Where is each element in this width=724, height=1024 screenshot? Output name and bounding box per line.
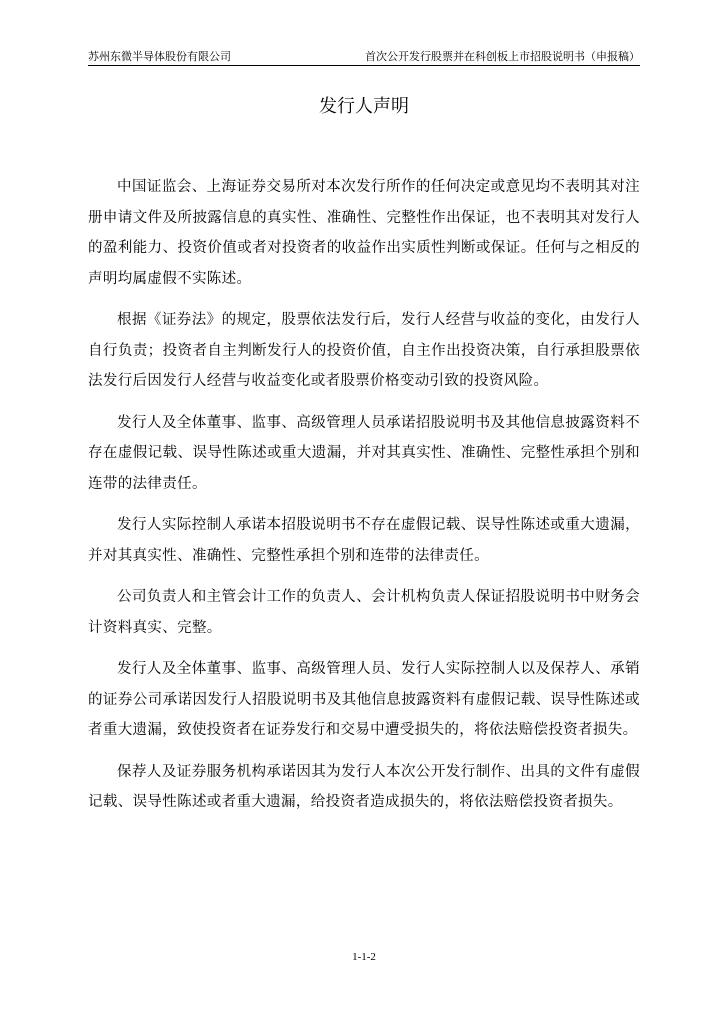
paragraph-regulator-disclaimer: 中国证监会、上海证券交易所对本次发行所作的任何决定或意见均不表明其对注册申请文件及所披露信息的真实性、准确性、完整性作出保证，也不表明其对发行人的盈利能力、投资价值或者对投资者的收益作出实质性判断或保证。任何与之相反的声明均属虚假不实陈述。 xyxy=(88,179,640,287)
paragraph-compensation-commitment: 发行人及全体董事、监事、高级管理人员、发行人实际控制人以及保荐人、承销的证券公司承诺因发行人招股说明书及其他信息披露资料有虚假记载、误导性陈述或者重大遗漏，致使投资者在证券发行和交易中遭受损失的，将依法赔偿投资者损失。 xyxy=(88,661,640,738)
page-number: 1-1-2 xyxy=(352,951,376,963)
header-document-name: 首次公开发行股票并在科创板上市招股说明书（申报稿） xyxy=(365,50,640,63)
paragraph-sponsor-commitment: 保荐人及证券服务机构承诺因其为发行人本次公开发行制作、出具的文件有虚假记载、误导性陈述或者重大遗漏，给投资者造成损失的，将依法赔偿投资者损失。 xyxy=(88,763,640,810)
paragraph-financial-assurance: 公司负责人和主管会计工作的负责人、会计机构负责人保证招股说明书中财务会计资料真实、完整。 xyxy=(88,589,640,636)
document-body xyxy=(88,172,640,829)
page-header xyxy=(88,49,640,66)
paragraph-securities-law: 根据《证券法》的规定，股票依法发行后，发行人经营与收益的变化，由发行人自行负责；投资者自主判断发行人的投资价值，自主作出投资决策，自行承担股票依法发行后因发行人经营与收益变化或者股票价格变动引致的投资风险。 xyxy=(88,312,640,389)
paragraph-controller-commitment: 发行人实际控制人承诺本招股说明书不存在虚假记载、误导性陈述或重大遗漏，并对其真实性、准确性、完整性承担个别和连带的法律责任。 xyxy=(88,517,640,564)
header-company-name: 苏州东微半导体股份有限公司 xyxy=(88,50,231,63)
paragraph-directors-commitment: 发行人及全体董事、监事、高级管理人员承诺招股说明书及其他信息披露资料不存在虚假记载、误导性陈述或重大遗漏，并对其真实性、准确性、完整性承担个别和连带的法律责任。 xyxy=(88,414,640,492)
page-title: 发行人声明 xyxy=(319,96,409,117)
